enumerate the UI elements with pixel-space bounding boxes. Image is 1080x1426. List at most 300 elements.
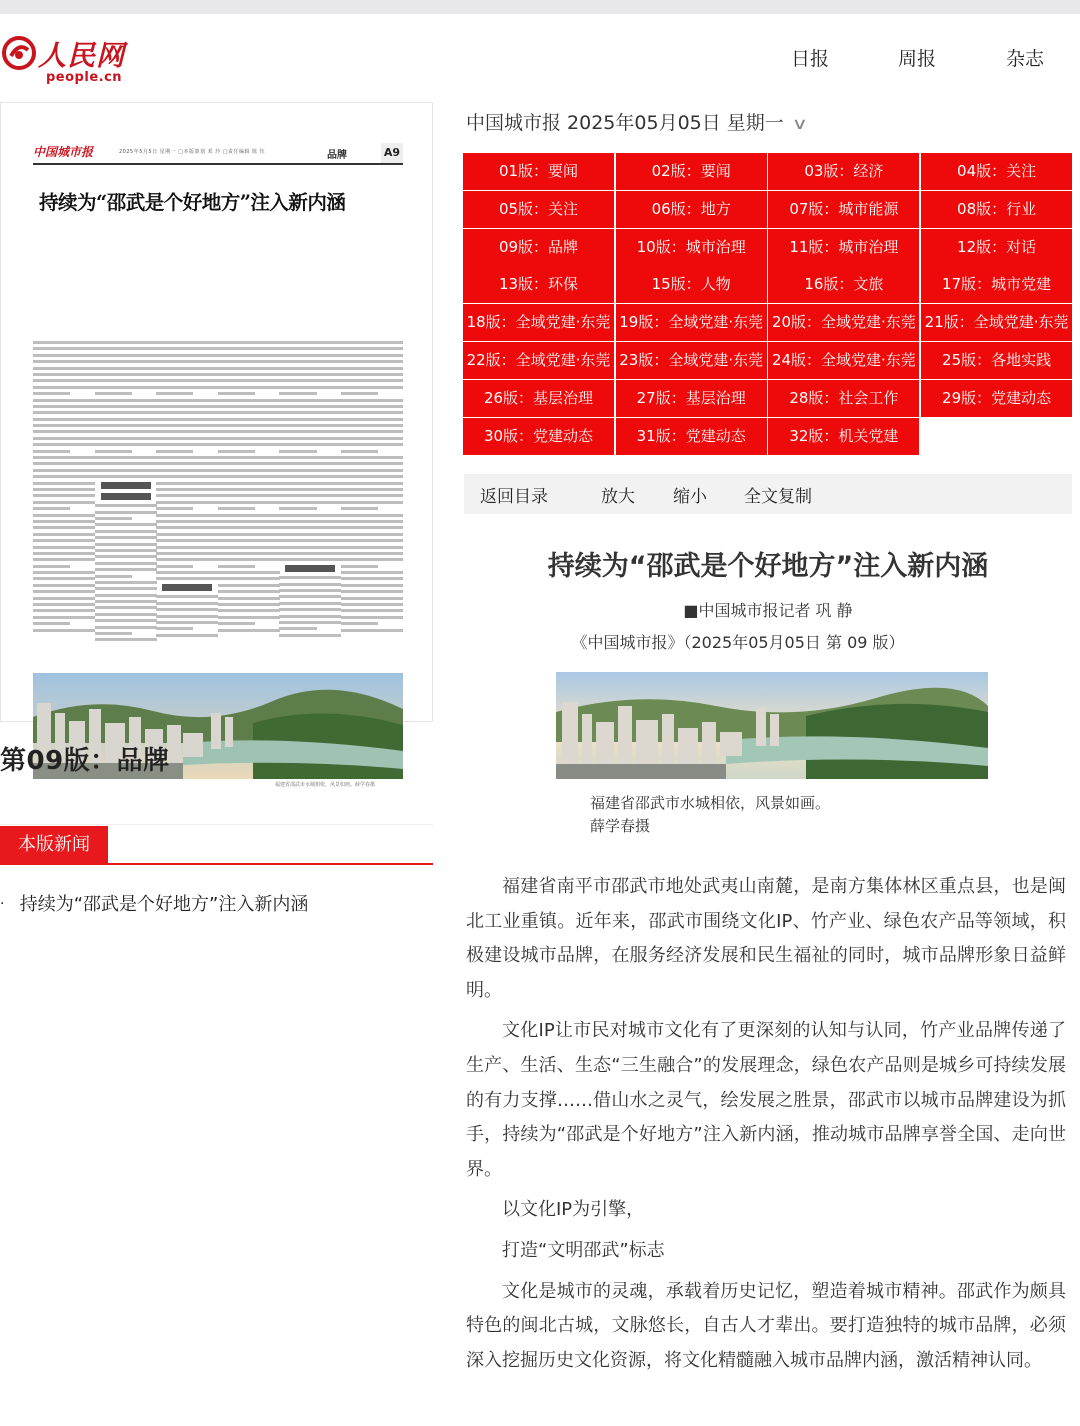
thumb-text-line — [218, 622, 255, 625]
thumb-text-line — [156, 501, 218, 504]
thumb-text-line — [156, 354, 218, 357]
thumb-text-line — [341, 360, 403, 363]
thumb-text-line — [33, 609, 95, 612]
thumb-text-line — [33, 437, 95, 440]
thumb-text-line — [156, 367, 218, 370]
thumb-text-line — [279, 367, 341, 370]
date-selector-label: 中国城市报 2025年05月05日 星期一 — [466, 112, 784, 134]
thumb-text-line — [156, 405, 218, 408]
thumb-text-line — [156, 418, 218, 421]
thumb-text-line — [156, 437, 218, 440]
thumb-text-line — [218, 482, 280, 485]
thumb-text-line — [341, 424, 403, 427]
article-paragraph: 文化是城市的灵魂，承载着历史记忆，塑造着城市精神。邵武作为颇具特色的闽北古城，文脉悠长，自古人才辈出。要打造独特的城市品牌，必须深入挖掘历史文化资源，将文化精髓融入城市品牌内涵，激活精神认同。 — [466, 1280, 1066, 1371]
thumb-text-line — [341, 379, 403, 382]
thumb-text-line — [341, 475, 403, 478]
thumb-text-line — [279, 576, 341, 579]
thumb-text-line — [95, 619, 157, 622]
thumb-text-line — [95, 594, 157, 597]
thumb-text-line — [341, 539, 403, 542]
thumb-text-line — [341, 456, 403, 459]
thumb-text-line — [33, 399, 95, 402]
edition-link[interactable]: 18版：全域党建·东莞 — [463, 304, 614, 341]
thumb-text-line — [218, 411, 280, 414]
thumb-text-line — [341, 552, 403, 555]
edition-link[interactable]: 20版：全域党建·东莞 — [768, 304, 919, 341]
thumb-text-line — [33, 597, 95, 600]
thumb-text-line — [156, 520, 218, 523]
thumb-text-line — [95, 392, 132, 395]
thumb-text-line — [341, 373, 403, 376]
thumb-text-column — [341, 341, 403, 677]
edition-link[interactable]: 21版：全域党建·东莞 — [921, 304, 1072, 341]
nav-weekly[interactable]: 周报 — [898, 48, 937, 70]
thumb-text-line — [218, 597, 280, 600]
thumb-text-line — [341, 533, 403, 536]
thumb-text-line — [341, 354, 403, 357]
edition-link[interactable]: 13版：环保 — [463, 266, 614, 303]
thumb-text-line — [95, 424, 157, 427]
thumb-text-line — [95, 405, 157, 408]
thumb-text-line — [156, 462, 218, 465]
logo-text-en: people.cn — [46, 70, 123, 85]
thumb-text-line — [279, 405, 341, 408]
thumb-page-number: A9 — [381, 143, 403, 163]
thumb-text-line — [218, 577, 280, 580]
thumb-text-line — [341, 571, 403, 574]
thumb-text-line — [279, 558, 341, 561]
thumb-text-line — [95, 581, 157, 584]
thumb-text-line — [341, 437, 403, 440]
thumb-text-line — [95, 555, 157, 558]
thumb-text-line — [279, 379, 341, 382]
thumb-text-line — [95, 632, 132, 635]
thumb-text-line — [101, 493, 151, 500]
thumb-text-line — [33, 418, 95, 421]
thumb-text-line — [95, 367, 157, 370]
thumb-text-line — [341, 622, 378, 625]
thumb-text-line — [156, 621, 218, 624]
thumb-text-line — [156, 507, 193, 510]
thumb-text-line — [156, 411, 218, 414]
nav-magazine[interactable]: 杂志 — [1006, 48, 1045, 70]
article-source: 《中国城市报》（2025年05月05日 第 09 版） — [571, 633, 905, 652]
edition-link[interactable]: 29版：党建动态 — [921, 380, 1072, 417]
thumb-text-line — [279, 418, 341, 421]
thumb-text-line — [156, 450, 193, 453]
thumb-text-line — [156, 539, 218, 542]
thumb-text-line — [95, 450, 132, 453]
thumb-text-line — [156, 571, 218, 574]
thumb-text-line — [279, 621, 341, 624]
page-label: 第09版：品牌 — [0, 746, 170, 776]
thumb-text-line — [33, 533, 95, 536]
thumb-text-line — [33, 629, 95, 632]
date-selector[interactable] — [466, 108, 806, 135]
thumb-text-line — [218, 514, 280, 517]
thumb-text-line — [33, 507, 70, 510]
thumb-text-line — [218, 392, 255, 395]
thumb-text-line — [279, 373, 341, 376]
thumb-text-line — [218, 565, 255, 568]
site-header — [0, 14, 1080, 100]
thumb-text-line — [279, 589, 341, 592]
thumb-text-line — [95, 354, 157, 357]
thumb-text-line — [218, 341, 280, 344]
news-list-item[interactable] — [0, 890, 308, 916]
edition-link[interactable]: 09版：品牌 — [463, 229, 614, 266]
thumb-text-line — [218, 450, 255, 453]
thumb-text-line — [95, 373, 157, 376]
thumb-text-line — [156, 627, 193, 630]
zoom-in-button[interactable]: 放大 — [601, 487, 635, 507]
thumb-text-line — [218, 488, 280, 491]
thumb-text-line — [341, 386, 403, 389]
thumb-text-line — [95, 469, 157, 472]
thumb-text-line — [33, 386, 95, 389]
thumb-text-line — [156, 602, 218, 605]
thumb-text-line — [341, 494, 403, 497]
logo-swirl-icon — [2, 36, 36, 70]
thumb-text-line — [279, 533, 341, 536]
thumb-text-line — [341, 546, 403, 549]
article-byline: ■中国城市报记者 巩 静 — [683, 601, 853, 620]
thumb-text-line — [95, 600, 157, 603]
thumb-text-line — [218, 405, 280, 408]
thumb-text-line — [33, 354, 95, 357]
thumb-text-line — [218, 558, 280, 561]
thumb-text-line — [218, 360, 280, 363]
thumb-text-line — [341, 367, 403, 370]
thumb-text-line — [218, 462, 280, 465]
edition-link[interactable]: 10版：城市治理 — [616, 229, 767, 266]
edition-link[interactable]: 03版：经济 — [768, 153, 919, 190]
edition-link[interactable]: 19版：全域党建·东莞 — [616, 304, 767, 341]
thumb-text-line — [162, 584, 212, 591]
thumb-text-line — [218, 552, 280, 555]
edition-link[interactable]: 01版：要闻 — [463, 153, 614, 190]
bullet-icon: · — [0, 896, 5, 912]
thumb-text-line — [95, 456, 157, 459]
thumb-text-line — [33, 577, 95, 580]
thumb-text-line — [33, 520, 95, 523]
thumb-text-line — [341, 629, 403, 632]
thumb-text-line — [33, 360, 95, 363]
thumb-text-line — [95, 575, 132, 578]
edition-link[interactable]: 12版：对话 — [921, 229, 1072, 266]
thumb-text-line — [285, 565, 335, 572]
thumb-text-line — [218, 571, 280, 574]
thumb-text-line — [95, 530, 157, 533]
edition-link[interactable]: 07版：城市能源 — [768, 191, 919, 228]
thumb-text-line — [218, 533, 280, 536]
thumb-text-line — [341, 584, 403, 587]
thumb-text-line — [218, 616, 280, 619]
thumb-text-line — [218, 437, 280, 440]
thumb-text-line — [341, 514, 403, 517]
thumb-text-line — [95, 347, 157, 350]
thumb-text-line — [218, 379, 280, 382]
thumb-text-line — [279, 411, 341, 414]
thumb-text-line — [33, 526, 95, 529]
thumb-text-line — [341, 405, 403, 408]
thumb-text-line — [33, 546, 95, 549]
thumb-text-line — [156, 494, 218, 497]
thumb-text-line — [156, 546, 218, 549]
article-paragraph: 福建省南平市邵武市地处武夷山南麓，是南方集体林区重点县，也是闽北工业重镇。近年来，邵武市围绕文化IP、竹产业、绿色农产品等领域，积极建设城市品牌，在服务经济发展和民生福祉的同时，城市品牌形象日益鲜明。 — [466, 876, 1066, 1001]
thumb-text-line — [279, 341, 341, 344]
thumb-text-line — [341, 609, 403, 612]
thumb-text-line — [33, 347, 95, 350]
thumb-text-line — [95, 562, 157, 565]
thumb-text-line — [218, 456, 280, 459]
thumb-text-line — [95, 606, 157, 609]
thumb-text-line — [95, 462, 157, 465]
thumb-caption: 福建省邵武市水城相依，风景如画。薛学春摄 — [275, 782, 376, 788]
edition-link[interactable]: 32版：机关党建 — [768, 418, 919, 455]
thumb-headline: 持续为“邵武是个好地方”注入新内涵 — [39, 191, 346, 214]
thumb-text-line — [218, 475, 280, 478]
thumb-text-line — [341, 603, 403, 606]
thumb-text-line — [33, 494, 95, 497]
thumb-text-line — [33, 482, 95, 485]
thumb-text-line — [95, 549, 157, 552]
thumb-text-line — [95, 638, 157, 641]
thumb-text-line — [279, 424, 341, 427]
thumb-text-column — [279, 341, 341, 677]
thumb-text-column — [218, 341, 280, 677]
top-status-strip — [0, 0, 1080, 14]
thumb-text-line — [341, 450, 378, 453]
thumb-text-line — [341, 347, 403, 350]
thumb-text-line — [33, 616, 95, 619]
edition-link[interactable]: 08版：行业 — [921, 191, 1072, 228]
thumb-text-line — [218, 539, 280, 542]
tab-page-news[interactable]: 本版新闻 — [0, 826, 108, 864]
thumb-text-line — [33, 603, 95, 606]
news-tab-underline — [0, 863, 433, 865]
thumb-text-line — [218, 424, 280, 427]
edition-link[interactable]: 26版：基层治理 — [463, 380, 614, 417]
thumb-text-line — [218, 501, 280, 504]
thumb-text-line — [95, 536, 157, 539]
edition-link[interactable]: 23版：全域党建·东莞 — [616, 342, 767, 379]
thumb-text-line — [279, 347, 341, 350]
thumb-text-line — [218, 609, 280, 612]
thumb-text-line — [156, 565, 193, 568]
thumb-text-line — [156, 456, 218, 459]
copy-full-text-button[interactable]: 全文复制 — [744, 487, 812, 507]
article-subheading: 打造“文明邵武”标志 — [502, 1239, 665, 1261]
thumb-text-line — [218, 373, 280, 376]
photo-caption — [590, 792, 830, 838]
article-subheading: 以文化IP为引擎， — [502, 1199, 645, 1221]
thumb-text-line — [341, 462, 403, 465]
thumb-text-line — [33, 501, 95, 504]
thumb-text-line — [279, 456, 341, 459]
thumb-text-line — [279, 526, 341, 529]
thumb-text-line — [341, 577, 403, 580]
thumb-text-line — [279, 520, 341, 523]
thumb-text-line — [218, 367, 280, 370]
thumb-text-line — [279, 546, 341, 549]
thumb-text-line — [341, 501, 403, 504]
thumb-text-line — [95, 437, 157, 440]
thumb-text-line — [279, 462, 341, 465]
thumb-text-line — [218, 347, 280, 350]
thumb-text-line — [33, 443, 95, 446]
thumb-text-line — [218, 469, 280, 472]
edition-link[interactable]: 31版：党建动态 — [616, 418, 767, 455]
thumb-text-line — [33, 514, 95, 517]
edition-grid — [463, 153, 1072, 456]
thumb-text-line — [156, 347, 218, 350]
edition-link[interactable]: 25版：各地实践 — [921, 342, 1072, 379]
thumb-text-line — [101, 482, 151, 489]
article-body — [466, 870, 1066, 1384]
thumb-text-line — [341, 565, 378, 568]
thumb-text-line — [156, 558, 218, 561]
thumb-text-line — [279, 437, 341, 440]
thumb-text-line — [95, 626, 157, 629]
thumb-text-line — [33, 392, 70, 395]
thumb-text-line — [218, 590, 280, 593]
thumb-section: 品牌 — [327, 150, 347, 161]
thumb-text-line — [95, 543, 157, 546]
thumb-text-line — [33, 558, 95, 561]
thumb-text-line — [95, 379, 157, 382]
thumb-text-line — [279, 430, 341, 433]
thumb-text-line — [218, 584, 280, 587]
thumb-text-line — [279, 602, 341, 605]
thumb-text-line — [218, 386, 280, 389]
edition-link[interactable]: 15版：人物 — [616, 266, 767, 303]
thumb-text-line — [33, 450, 70, 453]
thumb-text-line — [95, 511, 157, 514]
edition-link[interactable]: 17版：城市党建 — [921, 266, 1072, 303]
thumb-text-line — [279, 501, 341, 504]
thumb-text-line — [156, 608, 218, 611]
article-title: 持续为“邵武是个好地方”注入新内涵 — [547, 551, 989, 582]
thumb-text-line — [279, 443, 341, 446]
edition-link[interactable]: 11版：城市治理 — [768, 229, 919, 266]
chevron-down-icon: ∨ — [791, 114, 808, 133]
article-paragraph: 文化IP让市民对城市文化有了更深刻的认知与认同，竹产业品牌传递了生产、生活、生态“三生融合”的发展理念，绿色农产品则是城乡可持续发展的有力支撑……借山水之灵气，绘发展之胜景，邵武市以城市品牌建设为抓手，持续为“邵武是个好地方”注入新内涵，推动城市品牌享誉全国、走向世界。 — [466, 1020, 1066, 1180]
thumb-text-line — [95, 341, 157, 344]
thumb-text-line — [341, 399, 403, 402]
edition-link[interactable]: 06版：地方 — [616, 191, 767, 228]
caption-line: 福建省邵武市水城相依，风景如画。 — [590, 794, 831, 812]
thumb-text-line — [95, 523, 157, 526]
edition-link[interactable]: 24版：全域党建·东莞 — [768, 342, 919, 379]
edition-link[interactable]: 02版：要闻 — [616, 153, 767, 190]
thumb-text-line — [156, 430, 218, 433]
thumb-text-line — [33, 411, 95, 414]
thumb-text-line — [279, 634, 341, 637]
thumb-text-line — [156, 424, 218, 427]
thumb-text-line — [156, 386, 218, 389]
thumb-text-line — [341, 507, 378, 510]
thumb-text-line — [279, 583, 341, 586]
thumb-text-line — [341, 597, 403, 600]
thumb-text-line — [33, 373, 95, 376]
thumb-text-line — [279, 482, 341, 485]
thumb-text-line — [341, 341, 403, 344]
thumb-text-line — [156, 615, 218, 618]
thumb-text-line — [33, 584, 95, 587]
thumb-text-line — [218, 507, 255, 510]
thumb-text-line — [156, 577, 218, 580]
caption-credit: 薛学春摄 — [590, 817, 651, 835]
edition-link[interactable]: 30版：党建动态 — [463, 418, 614, 455]
thumb-text-line — [341, 392, 378, 395]
thumb-text-column — [95, 341, 157, 677]
thumb-text-columns — [33, 341, 403, 677]
edition-link[interactable]: 22版：全域党建·东莞 — [463, 342, 614, 379]
thumb-text-line — [218, 418, 280, 421]
thumb-text-line — [33, 469, 95, 472]
thumb-text-line — [218, 546, 280, 549]
thumb-text-line — [95, 418, 157, 421]
thumb-text-line — [156, 360, 218, 363]
thumb-text-line — [341, 411, 403, 414]
thumb-text-line — [33, 430, 95, 433]
edition-link[interactable]: 04版：关注 — [921, 153, 1072, 190]
thumb-text-line — [279, 450, 316, 453]
thumb-text-line — [218, 443, 280, 446]
thumb-text-line — [341, 616, 403, 619]
thumb-text-line — [156, 552, 218, 555]
edition-link[interactable]: 27版：基层治理 — [616, 380, 767, 417]
thumb-text-line — [218, 430, 280, 433]
thumb-text-line — [279, 386, 341, 389]
thumb-text-line — [279, 507, 316, 510]
edition-link[interactable]: 28版：社会工作 — [768, 380, 919, 417]
thumb-text-line — [33, 565, 70, 568]
thumb-text-line — [156, 482, 218, 485]
thumb-text-line — [33, 590, 95, 593]
thumb-text-line — [95, 399, 157, 402]
thumb-text-line — [218, 603, 280, 606]
thumb-text-line — [341, 469, 403, 472]
thumb-text-line — [279, 399, 341, 402]
thumb-text-line — [279, 360, 341, 363]
thumb-text-line — [33, 424, 95, 427]
edition-link[interactable]: 16版：文旅 — [768, 266, 919, 303]
thumb-text-line — [279, 494, 341, 497]
thumb-text-line — [279, 469, 341, 472]
thumb-text-line — [33, 379, 95, 382]
zoom-out-button[interactable]: 缩小 — [673, 487, 707, 507]
thumb-text-line — [95, 517, 132, 520]
edition-link[interactable]: 05版：关注 — [463, 191, 614, 228]
nav-daily[interactable]: 日报 — [791, 48, 830, 70]
thumb-text-line — [95, 411, 157, 414]
people-cn-logo[interactable] — [0, 32, 150, 92]
thumb-text-line — [156, 373, 218, 376]
thumb-text-line — [156, 475, 218, 478]
back-to-index-button[interactable]: 返回目录 — [480, 487, 548, 507]
thumb-text-line — [341, 418, 403, 421]
thumb-text-line — [33, 475, 95, 478]
thumb-text-line — [218, 494, 280, 497]
thumb-text-line — [33, 341, 95, 344]
thumb-text-line — [218, 520, 280, 523]
thumb-text-line — [279, 514, 341, 517]
thumb-text-line — [341, 443, 403, 446]
thumb-text-line — [279, 552, 341, 555]
thumb-text-line — [279, 539, 341, 542]
